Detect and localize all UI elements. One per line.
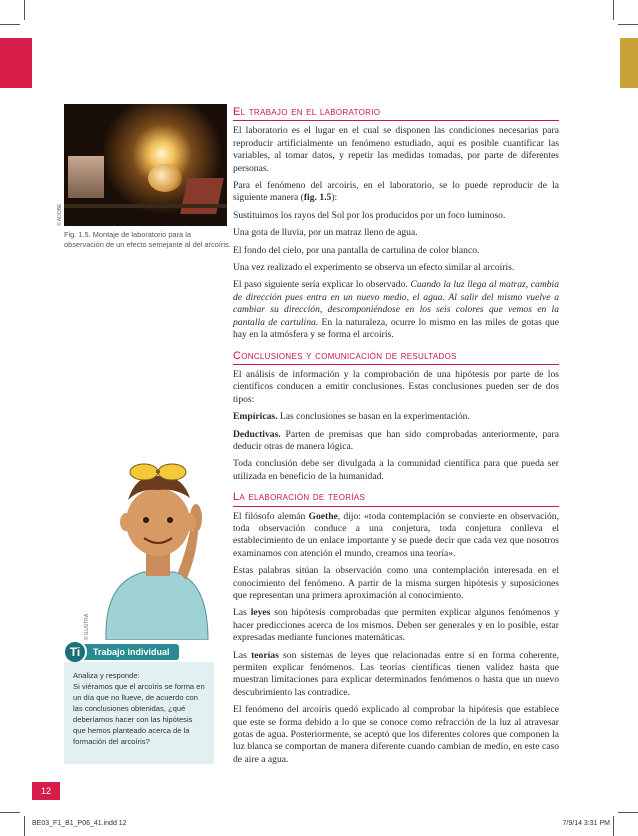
paragraph: Las teorías son sistemas de leyes que relacionadas entre sí en forma coherente, permiten explicar fenómenos. Las teorías científicas tienen validez hasta que muestran limitaciones para explicar determinados fenómenos o hasta que un nuevo descubrimiento las contradice.: [233, 649, 559, 698]
ti-icon: Ti: [63, 640, 87, 664]
term: Goethe: [308, 510, 338, 522]
bench: [64, 204, 227, 208]
paragraph: El laboratorio es el lugar en el cual se disponen las condiciones necesarias para reproducir artificialmente un fenómeno estudiado, aquí es posible cuantificar las variables, al tomar datos, y repetir las medidas tomadas, por parte de diferentes personas.: [233, 125, 559, 174]
paragraph: El análisis de información y la comprobación de una hipótesis por parte de los científicos conducen a emitir conclusiones. Estas conclusiones pueden ser de dos tipos:: [233, 368, 559, 405]
kid-illustration: [86, 452, 218, 640]
term: leyes: [250, 607, 271, 619]
figure-caption: Fig. 1.5. Montaje de laboratorio para la observación de un efecto semejante al del arcoíris.: [64, 230, 231, 249]
lab-photo: [64, 104, 227, 226]
paragraph: Deductivas. Parten de premisas que han sido comprobadas anteriormente, para deducir otras de manera lógica.: [233, 428, 559, 452]
paragraph: Para el fenómeno del arcoíris, en el laboratorio, se lo puede reproducir de la siguiente manera (fig. 1.5):: [233, 180, 559, 204]
paragraph: Una vez realizado el experimento se observa un efecto similar al arcoíris.: [233, 262, 515, 274]
illustration-credit: © ILUSTRA: [84, 613, 90, 640]
crop-mark: [24, 816, 25, 836]
paragraph: Las leyes son hipótesis comprobadas que permiten explicar algunos fenómenos y hacer predicciones acerca de los mismos. Deben ser generales y en lo posible, estar expresadas mediante funciones matemáticas.: [233, 607, 559, 644]
header-accent-bar: [0, 38, 32, 88]
paragraph: Estas palabras sitúan la observación como una contemplación interesada en el conocimiento del fenómeno. A partir de la misma surgen hipótesis y suposiciones que representan una primera aproximación al conocimiento.: [233, 565, 559, 601]
individual-work-badge: [67, 644, 179, 660]
paragraph: Sustituimos los rayos del Sol por los producidos por un foco luminoso.: [233, 209, 506, 221]
file-slug: BE03_F1_B1_P06_41.indd 12: [32, 820, 127, 827]
water-flask: [148, 164, 182, 192]
figure-ref: fig. 1.5: [303, 192, 332, 204]
activity-text: Si viéramos que el arcoíris se forma en un día que no llueve, de acuerdo con las conclusiones obtenidas, ¿qué deberíamos hacer con las hipótesis que hemos planteado acerca de la formación del arcoíris?: [73, 682, 205, 746]
cardboard-screen: [68, 156, 104, 198]
section-title-conclusions: Conclusiones y comunicación de resultados: [233, 350, 559, 365]
term: teorías: [251, 649, 279, 661]
badge-label: Trabajo individual: [93, 647, 170, 657]
crop-mark: [613, 0, 614, 20]
activity-box: [64, 662, 214, 764]
crop-mark: [24, 0, 25, 20]
date-slug: 7/9/14 3:31 PM: [562, 820, 610, 827]
term: Deductivas.: [233, 428, 281, 440]
italic-explanation: Cuando la luz llega al matraz, cambia de dirección pues entra en un nuevo medio, el agua. Al salir del mismo vuelve a cambiar su dirección, descomponiéndose en los seis colores que vemos en la pantalla de cartulina.: [233, 279, 560, 328]
paragraph: Una gota de lluvia, por un matraz lleno de agua.: [233, 227, 418, 239]
section-title-lab: El trabajo en el laboratorio: [233, 106, 559, 121]
crop-mark: [618, 812, 638, 813]
section-title-theories: La elaboración de teorías: [233, 491, 559, 506]
term: Empíricas.: [233, 411, 278, 423]
page-number: 12: [32, 782, 60, 800]
lamp-stand: [180, 178, 224, 214]
crop-mark: [613, 816, 614, 836]
crop-mark: [0, 812, 20, 813]
paragraph: El fondo del cielo, por una pantalla de cartulina de color blanco.: [233, 244, 480, 256]
paragraph: El fenómeno del arcoíris quedó explicado al comprobar la hipótesis que establece que este se forma debido a lo que se conoce como refracción de la luz al atravesar gotas de agua. Posteriormente, se aceptó que los diferentes colores que componen la luz blanca se comportan de manera diferente cuando cambian de medio, en este caso de aire a agua.: [233, 704, 559, 765]
header-gold-bar: [620, 38, 638, 88]
paragraph: Empíricas. Las conclusiones se basan en la experimentación.: [233, 411, 470, 423]
crop-mark: [0, 24, 20, 25]
paragraph: El filósofo alemán Goethe, dijo: «toda contemplación se convierte en observación, toda observación conduce a una conjetura, toda conjetura conlleva el establecimiento de un enlace importante y se puede decir que cada vez que nosotros examinamos con atención el mundo, creamos una teoría».: [233, 510, 560, 559]
crop-mark: [618, 24, 638, 25]
paragraph: Toda conclusión debe ser divulgada a la comunidad científica para que pueda ser utilizada en beneficio de la humanidad.: [233, 458, 559, 482]
main-text-column: [233, 106, 559, 771]
paragraph: El paso siguiente sería explicar lo observado. Cuando la luz llega al matraz, cambia de dirección pues entra en un nuevo medio, el agua. Al salir del mismo vuelve a cambiar su dirección, descomponiéndose en los seis colores que vemos en la pantalla de cartulina. En la naturaleza, ocurre lo mismo en las miles de gotas que hay en la atmósfera y se forma el arcoíris.: [233, 279, 560, 341]
activity-heading: Analiza y responde:: [73, 671, 140, 680]
photo-credit: © ADOBE: [57, 203, 63, 226]
